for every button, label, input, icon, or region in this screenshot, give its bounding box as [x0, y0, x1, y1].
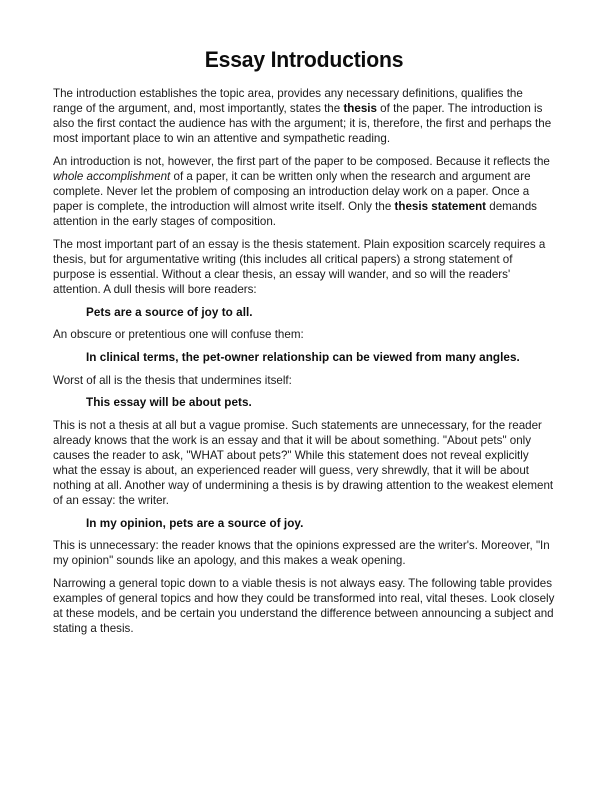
text-run: This is not a thesis at all but a vague promise. Such statements are unnecessary, for the reader already knows that the work is an essay and that it will be about something. "About pets" only causes the reader to ask, "WHAT about pets?" While this statement does not reveal explicitly what the essay is about, an experienced reader will guess, very shrewdly, that it will be about nothing at all. Another way of undermining a thesis is by drawing attention to the weakest element of an essay: the writer. — [53, 418, 554, 508]
paragraph-vague-promise — [53, 418, 555, 509]
text-run: demands attention in the early stages of composition. — [53, 200, 537, 229]
paragraph-undermining-lead — [53, 373, 555, 388]
paragraph-thesis-importance — [53, 237, 555, 297]
text-run: of the paper. The introduction is also the first contact the audience has with the argument; it is, therefore, the first and perhaps the most important place to win an attentive and sympathetic reading. — [53, 102, 552, 146]
example-undermining-thesis: This essay will be about pets. — [86, 396, 252, 410]
page-title: Essay Introductions — [204, 47, 404, 72]
text-run: This is unnecessary: the reader knows that the opinions expressed are the writer's. Moreover, "In my opinion" sounds like an apology, and this makes a weak opening. — [53, 539, 550, 568]
document-body — [53, 86, 555, 636]
paragraph-narrowing-topic — [53, 576, 555, 636]
text-run: The introduction establishes the topic area, provides any necessary definitions, qualifies the range of the argument, and, most importantly, states the — [53, 87, 523, 116]
paragraph-introduction-role — [53, 86, 555, 146]
text-run: of a paper, it can be written only when the research and argument are complete. Never let the problem of composing an introduction delay work on a paper. Once a paper is complete, the introduction will almost write itself. Only the — [53, 169, 531, 214]
paragraph-when-to-compose — [53, 154, 555, 229]
text-run: Worst of all is the thesis that undermines itself: — [53, 373, 292, 387]
example-opinion-thesis: In my opinion, pets are a source of joy. — [86, 516, 304, 530]
example-dull-thesis: Pets are a source of joy to all. — [86, 305, 253, 319]
paragraph-obscure-lead — [53, 327, 555, 342]
italic-run: whole accomplishment — [53, 169, 171, 183]
paragraph-opinion-critique — [53, 538, 555, 568]
bold-run: thesis statement — [394, 200, 487, 214]
example-obscure-thesis: In clinical terms, the pet-owner relationship can be viewed from many angles. — [86, 350, 520, 364]
text-run: An introduction is not, however, the first part of the paper to be composed. Because it reflects the — [53, 154, 550, 168]
text-run: The most important part of an essay is the thesis statement. Plain exposition scarcely requires a thesis, but for argumentative writing (this includes all critical papers) a strong statement of purpose is essential. Without a clear thesis, an essay will wander, and so will the readers' attention. A dull thesis will bore readers: — [53, 237, 546, 297]
bold-run: thesis — [343, 102, 377, 116]
text-run: An obscure or pretentious one will confuse them: — [53, 328, 304, 342]
text-run: Narrowing a general topic down to a viable thesis is not always easy. The following table provides examples of general topics and how they could be transformed into real, vital theses. Look closely at these models, and be certain you understand the difference between announcing a subject and stating a thesis. — [53, 577, 555, 636]
